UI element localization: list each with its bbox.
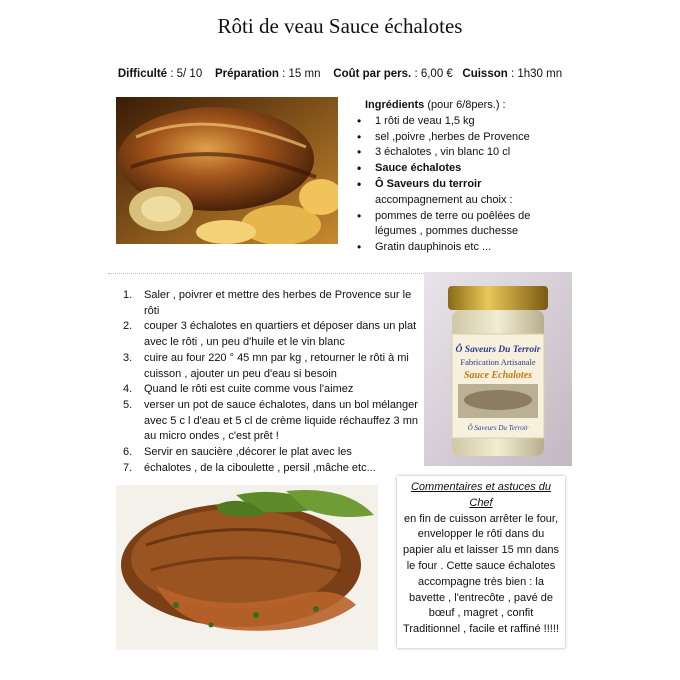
ingredients-heading: Ingrédients [365,99,425,111]
step-text: Quand le rôti est cuite comme vous l'aimez [144,383,354,396]
steak-photo [116,485,378,650]
cost-value: : 6,00 € [414,68,453,80]
list-item: • 1 rôti de veau 1,5 kg [357,114,562,130]
difficulty-label: Difficulté [117,68,168,80]
step-number: 3. [123,351,133,364]
list-item: • Ô Saveurs du terroir [357,177,562,193]
list-item: accompagnement au choix : [375,193,513,206]
list-item: • Sauce échalotes [357,161,562,177]
ingredients-header [365,98,562,114]
list-item: • sel ,poivre ,herbes de Provence [357,130,562,146]
steps-list [120,288,420,476]
chef-comment-box [397,476,565,648]
list-item: • Gratin dauphinois etc ... [357,240,562,256]
list-item [120,398,420,445]
list-item [120,288,420,319]
ingredients-block [357,98,562,256]
step-number: 7. [123,461,133,474]
jar-label-line4: Ô Saveurs Du Terroir [467,424,529,432]
jar-label-line2: Fabrication Artisanale [460,357,536,367]
difficulty-value: : 5/ 10 [170,68,203,80]
step-number: 5. [123,398,133,411]
chef-comment-body: en fin de cuisson arrêter le four, envelopper le rôti dans du papier alu et laisser 15 mn dans le four . Cette sauce échalotes accompagne très bien : la bavette , l'entrecôte , pavé de bœuf , magret , confit Traditionnel , facile et raffiné !!!!! [403,512,559,636]
ingredients-heading-note: (pour 6/8pers.) : [427,99,506,111]
step-text: couper 3 échalotes en quartiers et déposer dans un plat avec le rôti , un peu d'huile et le vin blanc [144,320,417,349]
jar-label-line1: Ô Saveurs Du Terroir [455,345,541,355]
recipe-meta [0,68,680,80]
chef-comment-heading: Commentaires et astuces du Chef [410,481,551,509]
list-item: • pommes de terre ou poêlées de légumes , pommes duchesse [357,209,562,241]
list-item [120,351,420,382]
step-text: verser un pot de sauce échalotes, dans un bol mélanger avec 5 c l d'eau et 5 cl de crème liquide réchauffez 3 mn au micro ondes , c'est prêt ! [144,398,418,443]
list-item [120,461,420,477]
list-item [120,445,420,461]
prep-value: : 15 mn [282,68,321,80]
roast-photo [116,97,338,244]
list-item [120,319,420,350]
step-number: 2. [123,320,133,333]
step-text: Saler , poivrer et mettre des herbes de Provence sur le rôti [144,289,412,317]
jar-label-line3: Sauce Echalotes [463,370,533,381]
step-text: Servir en saucière ,décorer le plat avec les [144,446,352,459]
list-item [120,382,420,398]
cook-value: : 1h30 mn [510,68,563,80]
step-text: cuire au four 220 ° 45 mn par kg , retourner le rôti à mi cuisson , ajouter un peu d'eau si besoin [144,351,409,380]
step-number: 1. [123,289,133,301]
step-number: 4. [123,383,133,396]
step-number: 6. [123,446,133,459]
ingredients-list [357,114,562,256]
list-item: • 3 échalotes , vin blanc 10 cl [357,145,562,161]
cost-label: Coût par pers. [333,68,412,80]
steps-block [120,288,420,476]
prep-label: Préparation [215,68,279,80]
sauce-jar-photo [424,272,572,466]
recipe-title: Rôti de veau Sauce échalotes [217,14,463,38]
cook-label: Cuisson [462,68,508,80]
step-text: échalotes , de la ciboulette , persil ,mâche etc... [144,461,376,474]
